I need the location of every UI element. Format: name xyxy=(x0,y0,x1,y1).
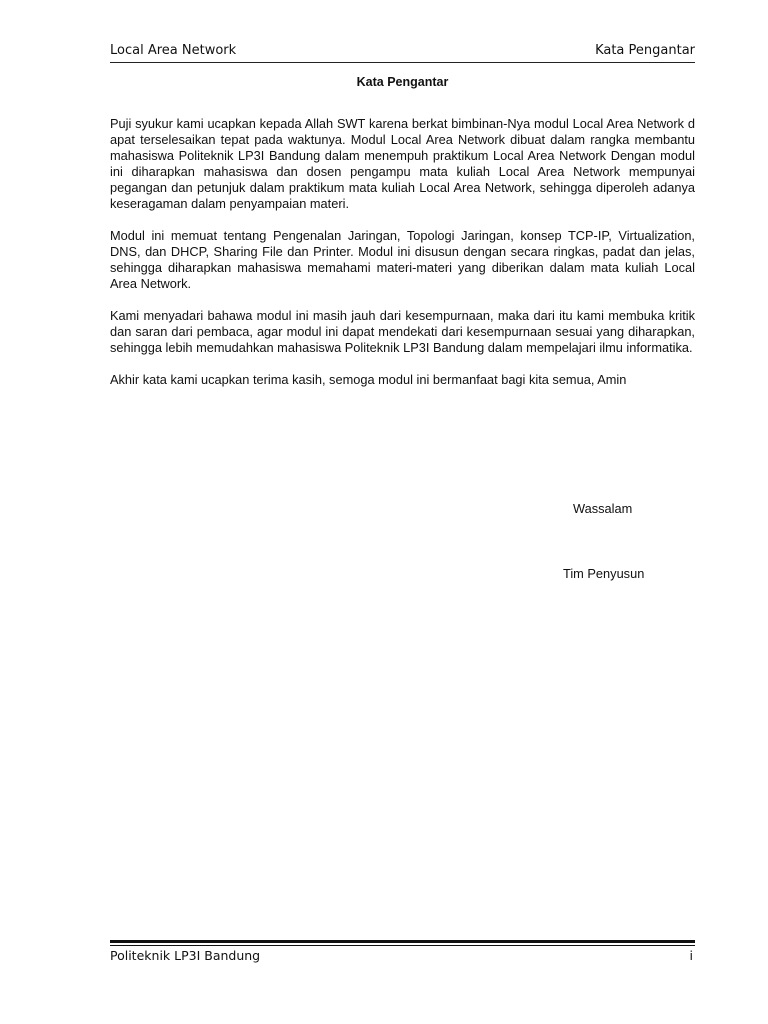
document-body xyxy=(110,116,695,404)
header-section-title: Kata Pengantar xyxy=(595,43,695,58)
footer-page-number: i xyxy=(689,948,693,963)
header-document-title: Local Area Network xyxy=(110,43,237,58)
paragraph-closing: Akhir kata kami ucapkan terima kasih, semoga modul ini bermanfaat bagi kita semua, Amin xyxy=(110,372,627,387)
footer-rule-thick xyxy=(110,940,695,943)
page-footer xyxy=(110,948,695,968)
paragraph-intro: Puji syukur kami ucapkan kepada Allah SWT karena berkat bimbinan-Nya modul Local Area Network d apat terselesaikan tepat pada waktunya. Modul Local Area Network dibuat dalam rangka membantu mahasiswa Politeknik LP3I Bandung dalam menempuh praktikum Local Area Network Dengan modul ini diharapkan mahasiswa dan dosen pengampu mata kuliah Local Area Network mempunyai pegangan dan petunjuk dalam praktikum mata kuliah Local Area Network, sehingga diperoleh adanya keseragaman dalam penyampaian materi. xyxy=(110,116,695,211)
closing-salutation: Wassalam xyxy=(573,501,633,516)
paragraph-acknowledgement: Kami menyadari bahawa modul ini masih jauh dari kesempurnaan, maka dari itu kami membuka kritik dan saran dari pembaca, agar modul ini dapat mendekati dari kesempurnaan sesuai yang diharapkan, sehingga lebih memudahkan mahasiswa Politeknik LP3I Bandung dalam mempelajari ilmu informatika. xyxy=(110,308,695,355)
closing-signature: Tim Penyusun xyxy=(563,566,645,581)
footer-rule-thin xyxy=(110,945,695,946)
page-title: Kata Pengantar xyxy=(356,75,449,89)
paragraph-contents: Modul ini memuat tentang Pengenalan Jaringan, Topologi Jaringan, konsep TCP-IP, Virtualization, DNS, dan DHCP, Sharing File dan Printer. Modul ini disusun dengan secara ringkas, padat dan jelas, sehingga diharapkan mahasiswa memahami materi-materi yang diberikan dalam mata kuliah Local Area Network. xyxy=(110,228,695,291)
footer-institution: Politeknik LP3I Bandung xyxy=(110,948,261,963)
header-rule xyxy=(110,62,695,63)
